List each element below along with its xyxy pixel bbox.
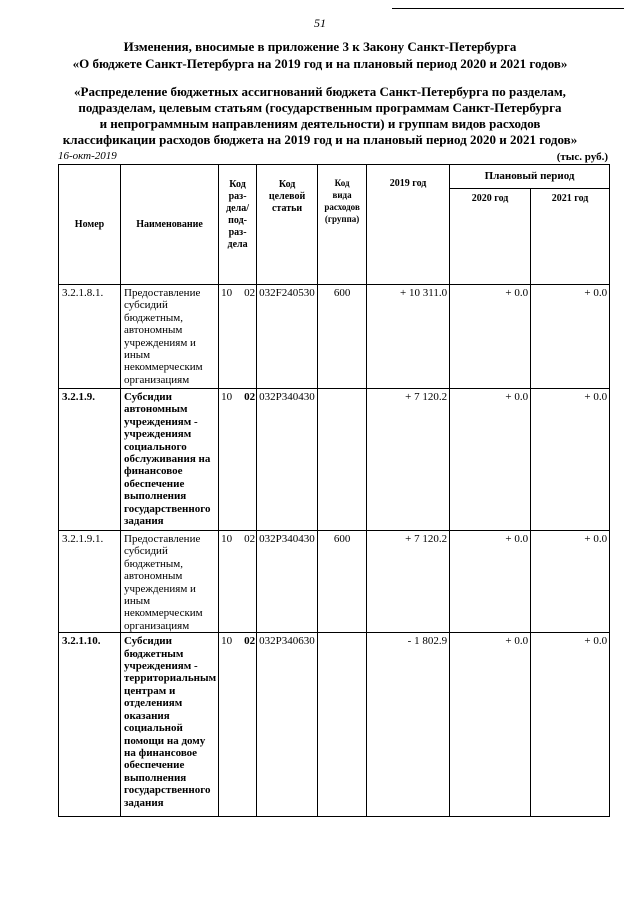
budget-table — [58, 164, 610, 817]
row-2020: + 0.0 — [450, 285, 531, 389]
podrazdel-code: 02 — [244, 287, 256, 299]
header-target — [257, 165, 318, 285]
row-name-line: Предоставление — [124, 287, 201, 299]
row-name-line: автономным — [124, 403, 188, 416]
header-2019-text: 2019 год — [389, 178, 427, 189]
row-name-line: иным — [124, 595, 151, 608]
header-planned — [450, 165, 610, 189]
header-2021 — [531, 189, 610, 285]
row-number: 3.2.1.10. — [59, 633, 121, 817]
row-vid: 600 — [318, 285, 367, 389]
header-razdel-line: дела — [227, 239, 248, 250]
row-target: 032F240530 — [257, 285, 318, 389]
row-name-line: учреждениям - — [124, 415, 198, 428]
row-name-line: на финансовое — [124, 746, 198, 759]
row-name-line: государственного — [124, 784, 211, 797]
header-vid-line: (группа) — [324, 214, 360, 224]
header-razdel-lines — [226, 179, 249, 251]
row-name-line: Субсидии — [124, 635, 172, 648]
top-rule — [392, 8, 624, 9]
subtitle-line: «Распределение бюджетных ассигнований бюджета Санкт-Петербурга по разделам, — [74, 84, 566, 99]
razdel-code: 10 — [221, 287, 233, 299]
row-number: 3.2.1.8.1. — [59, 285, 121, 389]
header-vid-line: вида — [332, 190, 352, 200]
row-razdel — [219, 633, 257, 817]
row-name-line: субсидий — [124, 545, 168, 558]
row-name-line: бюджетным — [124, 647, 184, 660]
header-planned-text: Плановый период — [484, 170, 575, 182]
row-name-line: обеспечение — [124, 759, 185, 772]
row-2020: + 0.0 — [450, 633, 531, 817]
row-2021: + 0.0 — [531, 389, 610, 531]
header-2020-text: 2020 год — [471, 193, 509, 204]
row-name-line: социальной — [124, 722, 183, 735]
header-vid-lines — [324, 177, 359, 225]
row-name-line: центрам и — [124, 684, 176, 697]
subtitle-line: подразделам, целевым статьям (государственным программам Санкт-Петербурга — [78, 100, 562, 115]
row-name-line: бюджетным, — [124, 557, 183, 570]
header-target-line: целевой — [268, 191, 306, 202]
row-vid: 600 — [318, 531, 367, 633]
header-vid — [318, 165, 367, 285]
row-name — [121, 531, 219, 633]
row-name-line: финансовое — [124, 465, 183, 478]
row-number: 3.2.1.9.1. — [59, 531, 121, 633]
row-name-line: обеспечение — [124, 477, 185, 490]
row-razdel — [219, 531, 257, 633]
header-vid-line: расходов — [324, 202, 360, 212]
header-razdel — [219, 165, 257, 285]
row-name — [121, 389, 219, 531]
header-razdel-line: раз- — [228, 191, 247, 202]
header-razdel-line: раз- — [228, 227, 247, 238]
row-2019: + 10 311.0 — [367, 285, 450, 389]
subtitle-line: классификации расходов бюджета на 2019 год и на плановый период 2020 и 2021 годов» — [62, 132, 578, 147]
row-name-line: обслуживания на — [124, 453, 211, 466]
header-name — [121, 165, 219, 285]
row-number: 3.2.1.9. — [59, 389, 121, 531]
razdel-code: 10 — [221, 635, 233, 648]
razdel-code: 10 — [221, 533, 233, 545]
row-2019: + 7 120.2 — [367, 389, 450, 531]
row-2020: + 0.0 — [450, 389, 531, 531]
row-name-line: некоммерческим — [124, 361, 203, 374]
razdel-code: 10 — [221, 391, 233, 403]
row-name-line: учреждениям и — [124, 582, 196, 595]
units-label: (тыс. руб.) — [556, 151, 608, 163]
row-name-line: автономным — [124, 324, 183, 337]
row-name-line: некоммерческим — [124, 607, 203, 620]
row-2019: + 7 120.2 — [367, 531, 450, 633]
row-2020: + 0.0 — [450, 531, 531, 633]
row-name-line: автономным — [124, 570, 183, 583]
header-name-text: Наименование — [136, 219, 203, 230]
title-line-2: «О бюджете Санкт-Петербурга на 2019 год и на плановый период 2020 и 2021 годов» — [72, 56, 568, 71]
row-name-line: государственного — [124, 502, 211, 515]
appendix-title — [20, 84, 620, 148]
header-razdel-line: под- — [228, 215, 247, 226]
row-name-line: учреждениям и — [124, 336, 196, 349]
header-2021-text: 2021 год — [551, 193, 589, 204]
row-2021: + 0.0 — [531, 633, 610, 817]
row-name-line: территориальным — [124, 672, 217, 685]
row-vid — [318, 633, 367, 817]
header-target-lines — [269, 179, 305, 215]
row-name-line: задания — [124, 796, 164, 809]
row-name-line: иным — [124, 349, 151, 362]
subtitle-line: и непрограммным направлениям деятельности) и группам видов расходов — [99, 116, 541, 131]
header-2019 — [367, 165, 450, 285]
row-name-line: помощи на дому — [124, 734, 206, 747]
row-2021: + 0.0 — [531, 285, 610, 389]
table-row — [59, 389, 610, 531]
row-name — [121, 285, 219, 389]
page-number: 51 — [314, 16, 326, 30]
row-razdel — [219, 389, 257, 531]
table-row — [59, 633, 610, 817]
row-name-line: выполнения — [124, 771, 187, 784]
row-name-line: выполнения — [124, 490, 187, 503]
row-vid — [318, 389, 367, 531]
row-name-line: учреждениям — [124, 428, 192, 441]
podrazdel-code: 02 — [244, 391, 256, 403]
header-target-line: Код — [278, 179, 296, 190]
row-name-line: Субсидии — [124, 391, 172, 403]
podrazdel-code: 02 — [244, 533, 256, 545]
row-2021: + 0.0 — [531, 531, 610, 633]
podrazdel-code: 02 — [244, 635, 256, 648]
row-name — [121, 633, 219, 817]
row-name-line: бюджетным, — [124, 311, 183, 324]
row-name-line: учреждениям - — [124, 660, 198, 673]
header-target-line: статьи — [271, 203, 303, 214]
header-razdel-line: Код — [229, 179, 246, 190]
table-row — [59, 285, 610, 389]
row-2019: - 1 802.9 — [367, 633, 450, 817]
table-row — [59, 531, 610, 633]
document-date: 16-окт-2019 — [58, 150, 117, 162]
row-target: 032P340630 — [257, 633, 318, 817]
row-name-line: задания — [124, 515, 164, 528]
row-name-line: субсидий — [124, 299, 168, 312]
row-target: 032P340430 — [257, 389, 318, 531]
row-name-line: оказания — [124, 709, 170, 722]
row-target: 032P340430 — [257, 531, 318, 633]
header-number-text: Номер — [74, 219, 105, 230]
header-2020 — [450, 189, 531, 285]
row-name-line: организациям — [124, 619, 190, 632]
header-number — [59, 165, 121, 285]
title-line-1: Изменения, вносимые в приложение 3 к Закону Санкт-Петербурга — [123, 39, 517, 54]
header-vid-line: Код — [334, 178, 350, 188]
row-razdel — [219, 285, 257, 389]
row-name-line: социального — [124, 440, 187, 453]
row-name-line: организациям — [124, 373, 190, 386]
row-name-line: Предоставление — [124, 533, 201, 545]
header-razdel-line: дела/ — [226, 203, 250, 214]
document-title — [20, 38, 620, 72]
row-name-line: отделениям — [124, 697, 183, 710]
